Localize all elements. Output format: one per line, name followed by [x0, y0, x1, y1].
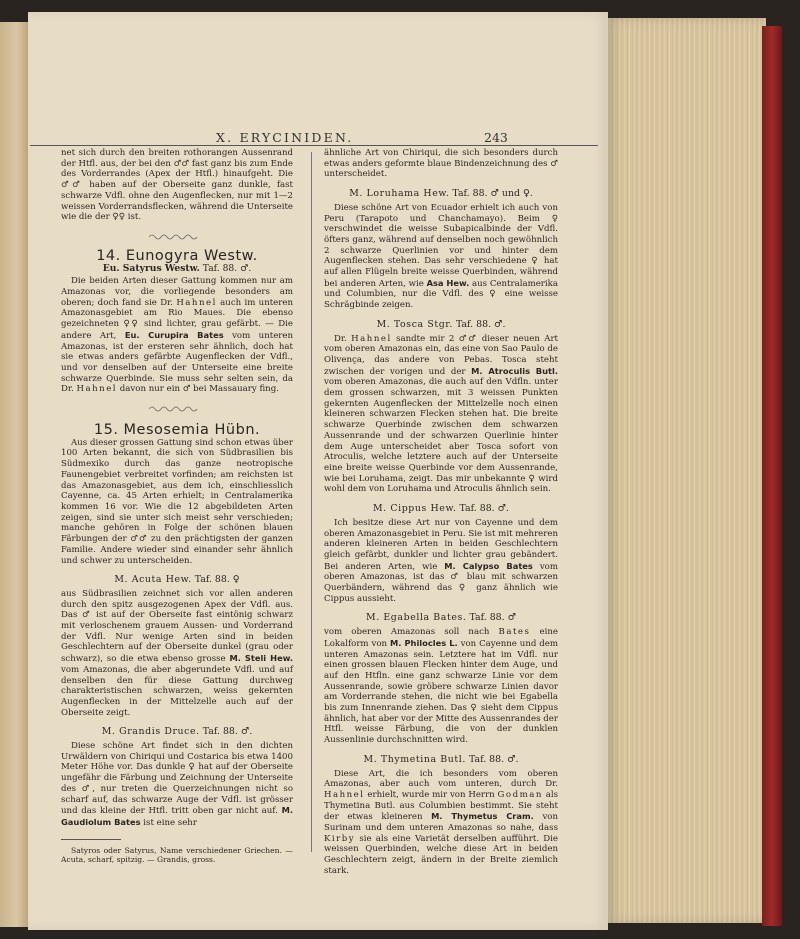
species-heading: M. Thymetina Butl. Taf. 88. ♂.	[363, 753, 519, 765]
left-column	[61, 148, 293, 865]
right-column	[324, 148, 558, 877]
ornament-divider	[61, 403, 293, 415]
genus-heading: 14. Eunogyra Westw.	[96, 247, 258, 264]
species-heading: M. Tosca Stgr. Taf. 88. ♂.	[376, 318, 506, 330]
chapter-title: X. ERYCINIDEN.	[216, 130, 354, 145]
red-cover-edge	[762, 26, 782, 926]
paragraph: Ich besitze diese Art nur von Cayenne und dem oberen Amazonasgebiet in Peru. Sie ist mit mehreren anderen kleineren Arten in beiden Geschlechtern gleich gefärbt, dunkler und lichter grau gebändert. Bei anderen Arten, wie M. Calypso Bates vom oberen Amazonas, ist das ♂ blau mit schwarzen Querbändern, während das ♀ ganz ähnlich wie Cippus aussieht.	[324, 517, 558, 604]
header-rule	[30, 145, 598, 146]
paragraph: Aus dieser grossen Gattung sind schon etwas über 100 Arten bekannt, die sich von Südbrasilien bis Südmexiko durch das ganze neotropische Faunengebiet verbreitet vorfinden; am reichsten ist das Amazonasgebiet, aus dem ich, einschliesslich Cayenne, ca. 45 Arten erhielt; in Centralamerika kommen 16 vor. Wie die 12 abgebildeten Arten zeigen, sind sie unter sich meist sehr verschieden; manche gehören in Folge der schönen blauen Färbungen der ♂♂ zu den prächtigsten der ganzen Familie. Andere wieder sind einander sehr ähnlich und schwer zu unterscheiden.	[61, 437, 293, 566]
plate-ref: Taf. 88. ♂.	[202, 262, 252, 274]
paragraph: Diese Art, die ich besonders vom oberen Amazonas, aber auch vom unteren, durch Dr. Hahnel erhielt, wurde mir von Herrn Godman als Thymetina Butl. aus Columbien bestimmt. Sie steht der etwas kleineren M. Thymetus Cram. von Surinam und dem unteren Amazonas so nahe, dass Kirby sie als eine Varietät derselben aufführt. Die weissen Querbinden, welche diese Art in beiden Geschlechtern zeigt, ändern in der Breite ziemlich stark.	[324, 768, 559, 876]
paragraph: aus Südbrasilien zeichnet sich vor allen anderen durch den spitz ausgezogenen Apex der Vdfl. aus. Das ♂ ist auf der Oberseite fast eintönig schwarz mit verloschenem grauem Aussen- und Vorderrand der Vdfl. Nur wenige Arten sind in beiden Geschlechtern auf der Oberseite dunkel (grau oder schwarz), so die etwa ebenso grosse M. Steli Hew. vom Amazonas, die aber abgerundete Vdfl. und auf denselben den für diese Gattung durchweg charakteristischen schwarzen, weiss gekernten Augenflecken in der Mittelzelle auch auf der Oberseite zeigt.	[61, 588, 293, 718]
species-heading: M. Loruhama Hew. Taf. 88. ♂ und ♀.	[349, 188, 533, 200]
ornament-divider	[61, 231, 293, 243]
species-heading: M. Cippus Hew. Taf. 88. ♂.	[372, 503, 510, 515]
left-page-edge	[0, 22, 28, 927]
species-heading	[61, 264, 293, 275]
page-block-edges	[606, 18, 766, 923]
paragraph: Diese schöne Art von Ecuador erhielt ich auch von Peru (Tarapoto und Chanchamayo). Beim ♀ verschwindet die weisse Subapicalbinde der Vdfl. öfters ganz, während auf denselben noch gewöhnlich 2 schwarze Querlinien vor und hinter dem Augenflecken stehen. Das sehr verschiedene ♀ hat auf allen Flügeln breite weisse Querbinden, während bei anderen Arten, wie Asa Hew. aus Centralamerika und Columbien, nur die Vdfl. des ♀ eine weisse Schrägbinde zeigen.	[324, 202, 558, 311]
paragraph: Die beiden Arten dieser Gattung kommen nur am Amazonas vor, die vorliegende besonders am oberen; doch fand sie Dr. Hahnel auch im unteren Amazonasgebiet am Rio Maues. Die ebenso gezeichneten ♀♀ sind lichter, grau gefärbt. — Die andere Art, Eu. Curupira Bates vom unteren Amazonas, ist der ersteren sehr ähnlich, doch hat sie etwas anders gefärbte Augenflecken der Vdfl., und vor denselben auf der Unterseite eine breite schwarze Querbinde. Sie muss sehr selten sein, da Dr. Hahnel davon nur ein ♂ bei Massauary fing.	[61, 276, 294, 395]
footnote: Satyros oder Satyrus, Name verschiedener Griechen. — Acuta, scharf, spitzig. — Grandis, gross.	[61, 845, 293, 865]
column-divider	[311, 152, 312, 852]
paragraph: vom oberen Amazonas soll nach Bates eine Lokalform von M. Philocles L. von Cayenne und dem unteren Amazonas sein. Letztere hat im Vdfl. nur einen grossen blauen Flecken hinter dem Auge, und auf den Htfln. eine ganz schwarze Linie vor dem Aussenrande, sowie gröbere schwarze Linien davor am Vorderrande stehen, die nicht wie bei Egabella bis zum Innenrande ziehen. Das ♀ sieht dem Cippus ähnlich, hat aber vor der Mitte des Aussenrandes der Htfl. weisse Färbung, die von der dunklen Aussenlinie durchschnitten wird.	[324, 627, 559, 746]
species-name: Eu. Satyrus Westw.	[102, 262, 200, 274]
page-number: 243	[484, 130, 508, 145]
species-heading: M. Egabella Bates. Taf. 88. ♂	[366, 612, 516, 624]
genus-heading: 15. Mesosemia Hübn.	[93, 422, 261, 439]
paragraph: Dr. Hahnel sandte mir 2 ♂♂ dieser neuen Art vom oberen Amazonas ein, das eine von Sao Paulo de Olivença, das andere von Pebas. Tosca steht zwischen der vorigen und der M. Atroculis Butl. vom oberen Amazonas, die auch auf den Vdfln. unter dem grossen schwarzen, mit 3 weissen Punkten gekernten Augenflecken der Mittelzelle noch einen kleineren schwarzen Flecken stehen hat. Die breite schwarze Querbinde zwischen dem schwarzen Aussenrande und der schwarzen Querlinie hinter dem Auge unterscheidet aber Tosca sofort von Atroculis, welche letztere auch auf der Unterseite eine breite weisse Querbinde vor dem Aussenrande, wie bei Loruhama, zeigt. Das mir unbekannte ♀ wird wohl dem von Loruhama und Atroculis ähnlich sein.	[324, 333, 559, 495]
page	[28, 12, 608, 930]
paragraph: net sich durch den breiten rothorangen Aussenrand der Htfl. aus, der bei den ♂♂ fast ganz bis zum Ende des Vorderrandes (Apex der Htfl.) hinaufgeht. Die ♂♂ haben auf der Oberseite ganz dunkle, fast schwarze Vdfl. ohne den Augenflecken, nur mit 1—2 weissen Vorderrandsflecken, während die Unterseite wie die der ♀♀ ist.	[61, 148, 293, 223]
species-heading: M. Acuta Hew. Taf. 88. ♀	[114, 574, 240, 586]
species-heading: M. Grandis Druce. Taf. 88. ♂.	[101, 726, 253, 738]
paragraph: Diese schöne Art findet sich in den dichten Urwäldern von Chiriqui und Costarica bis etwa 1400 Meter Höhe vor. Das dunkle ♀ hat auf der Oberseite ungefähr die Färbung und Zeichnung der Unterseite des ♂, nur treten die Querzeichnungen nicht so scharf auf, das schwarze Auge der Vdfl. ist grösser und das kleine der Htfl. tritt oben gar nicht auf. M. Gaudiolum Bates ist eine sehr	[61, 741, 293, 828]
paragraph: ähnliche Art von Chiriqui, die sich besonders durch etwas anders geformte blaue Bindenzeichnung des ♂ unterscheidet.	[324, 148, 558, 180]
footnote-rule	[61, 839, 121, 840]
